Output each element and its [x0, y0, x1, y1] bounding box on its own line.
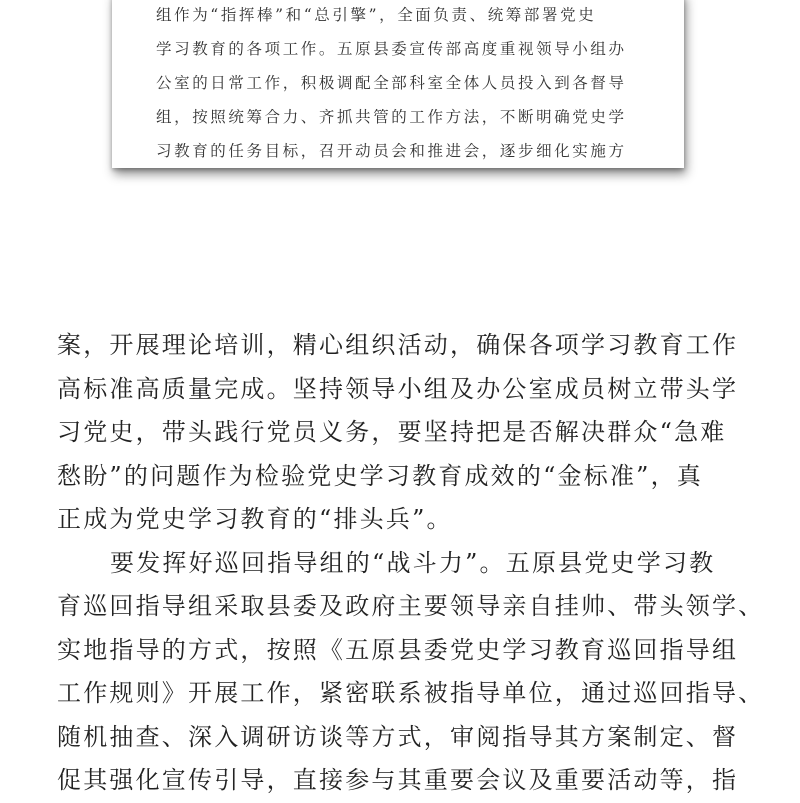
excerpt-text	[156, 0, 646, 168]
paragraph-line: 实地指导的方式，按照《五原县委党史学习教育巡回指导组	[57, 635, 739, 664]
excerpt-line: 组作为“指挥棒”和“总引擎”，全面负责、统筹部署党史	[156, 6, 597, 24]
paragraph-line: 随机抽查、深入调研访谈等方式，审阅指导其方案制定、督	[57, 722, 739, 751]
excerpt-line: 公室的日常工作，积极调配全部科室全体人员投入到各督导	[156, 74, 627, 92]
paragraph-line: 育巡回指导组采取县委及政府主要领导亲自挂帅、带头领学、	[57, 592, 765, 620]
excerpt-card	[112, 0, 684, 168]
excerpt-line: 组，按照统筹合力、齐抓共管的工作方法，不断明确党史学	[156, 108, 627, 126]
paragraph-line: 案，开展理论培训，精心组织活动，确保各项学习教育工作	[57, 331, 739, 359]
paragraph-line: 工作规则》开展工作，紧密联系被指导单位，通过巡回指导、	[57, 679, 765, 707]
excerpt-line: 习教育的任务目标，召开动员会和推进会，逐步细化实施方	[156, 142, 627, 160]
paragraph-line: 愁盼”的问题作为检验党史学习教育成效的“金标准”，真	[57, 461, 704, 490]
paragraph-line: 正成为党史学习教育的“排头兵”。	[57, 505, 453, 533]
article-body	[57, 324, 765, 803]
paragraph-line: 促其强化宣传引导，直接参与其重要会议及重要活动等，指	[57, 766, 739, 794]
paragraph-line: 要发挥好巡回指导组的“战斗力”。五原县党史学习教	[110, 548, 716, 577]
paragraph-line: 高标准高质量完成。坚持领导小组及办公室成员树立带头学	[57, 374, 739, 403]
excerpt-line: 学习教育的各项工作。五原县委宣传部高度重视领导小组办	[156, 40, 627, 58]
paragraph-line: 习党史，带头践行党员义务，要坚持把是否解决群众“急难	[57, 418, 727, 446]
